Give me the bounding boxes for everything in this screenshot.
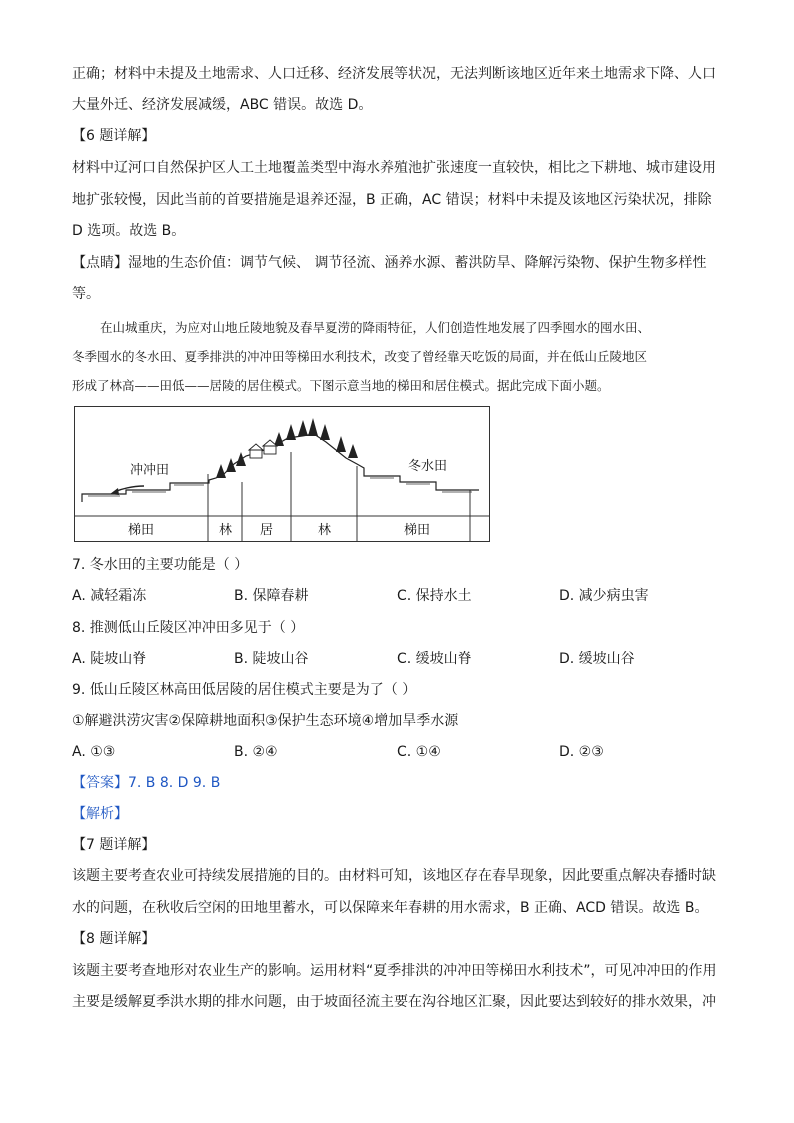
question-7: 7. 冬水田的主要功能是（ ） [72, 557, 249, 573]
text-line: 该题主要考查农业可持续发展措施的目的。由材料可知，该地区存在春旱现象，因此要重点解决春播时缺 [72, 868, 716, 884]
text-line: 该题主要考查地形对农业生产的影响。运用材料“夏季排洪的冲冲田等梯田水利技术”，可见冲冲田的作用 [72, 963, 717, 979]
option-7b[interactable]: B. 保障春耕 [234, 588, 309, 604]
zone-label: 林 [318, 523, 332, 538]
option-9b[interactable]: B. ②④ [234, 744, 278, 760]
text-line: 正确；材料中未提及土地需求、人口迁移、经济发展等状况，无法判断该地区近年来土地需求下降、人口 [72, 66, 716, 82]
zone-label: 林 [219, 523, 233, 538]
material-line: 冬季囤水的冬水田、夏季排洪的冲冲田等梯田水利技术，改变了曾经靠天吃饭的局面，并在低山丘陵地区 [72, 349, 648, 364]
zone-label: 梯田 [404, 523, 431, 538]
question-9: 9. 低山丘陵区林高田低居陵的居住模式主要是为了（ ） [72, 682, 417, 698]
text-line: 材料中辽河口自然保护区人工土地覆盖类型中海水养殖池扩张速度一直较快，相比之下耕地、城市建设用 [72, 160, 716, 176]
option-7a[interactable]: A. 减轻霜冻 [72, 588, 147, 604]
section-heading: 【8 题详解】 [72, 931, 156, 947]
option-9a[interactable]: A. ①③ [72, 744, 116, 760]
option-7d[interactable]: D. 减少病虫害 [559, 588, 649, 604]
text-line: 地扩张较慢，因此当前的首要措施是退养还湿，B 正确，AC 错误；材料中未提及该地区污染状况，排除 [72, 192, 712, 208]
text-line: 水的问题，在秋收后空闲的田地里蓄水，可以保障来年春耕的用水需求，B 正确、ACD 错误。故选 B。 [72, 900, 709, 916]
text-line: 主要是缓解夏季洪水期的排水问题，由于坡面径流主要在沟谷地区汇聚，因此要达到较好的排水效果，冲 [72, 994, 716, 1010]
option-9d[interactable]: D. ②③ [559, 744, 604, 760]
question-8: 8. 推测低山丘陵区冲冲田多见于（ ） [72, 620, 305, 636]
tip-line: 【点睛】湿地的生态价值：调节气候、 调节径流、涵养水源、蓄洪防旱、降解污染物、保护生物多样性 [72, 255, 707, 271]
section-heading: 【7 题详解】 [72, 837, 156, 853]
option-9c[interactable]: C. ①④ [397, 744, 441, 760]
text-line: D 选项。故选 B。 [72, 223, 186, 239]
analysis-heading: 【解析】 [72, 806, 128, 822]
zone-label: 梯田 [128, 523, 155, 538]
answer-line: 【答案】7. B 8. D 9. B [72, 775, 221, 791]
text-line: 大量外迁、经济发展减缓，ABC 错误。故选 D。 [72, 97, 373, 113]
diagram-label-right: 冬水田 [408, 459, 448, 474]
material-line: 形成了林高——田低——居陵的居住模式。下图示意当地的梯田和居住模式。据此完成下面小题。 [72, 378, 610, 393]
option-8b[interactable]: B. 陡坡山谷 [234, 651, 309, 667]
option-7c[interactable]: C. 保持水土 [397, 588, 472, 604]
option-8c[interactable]: C. 缓坡山脊 [397, 651, 472, 667]
text-line: 等。 [72, 286, 100, 302]
section-heading: 【6 题详解】 [72, 128, 156, 144]
material-line: 在山城重庆，为应对山地丘陵地貌及春旱夏涝的降雨特征，人们创造性地发展了四季囤水的囤水田、 [100, 320, 651, 335]
terrace-diagram [74, 406, 490, 542]
option-8a[interactable]: A. 陡坡山脊 [72, 651, 147, 667]
zone-label: 居 [260, 523, 274, 538]
option-8d[interactable]: D. 缓坡山谷 [559, 651, 635, 667]
diagram-label-left: 冲冲田 [130, 463, 170, 478]
question-9-statements: ①解避洪涝灾害②保障耕地面积③保护生态环境④增加旱季水源 [72, 713, 459, 729]
